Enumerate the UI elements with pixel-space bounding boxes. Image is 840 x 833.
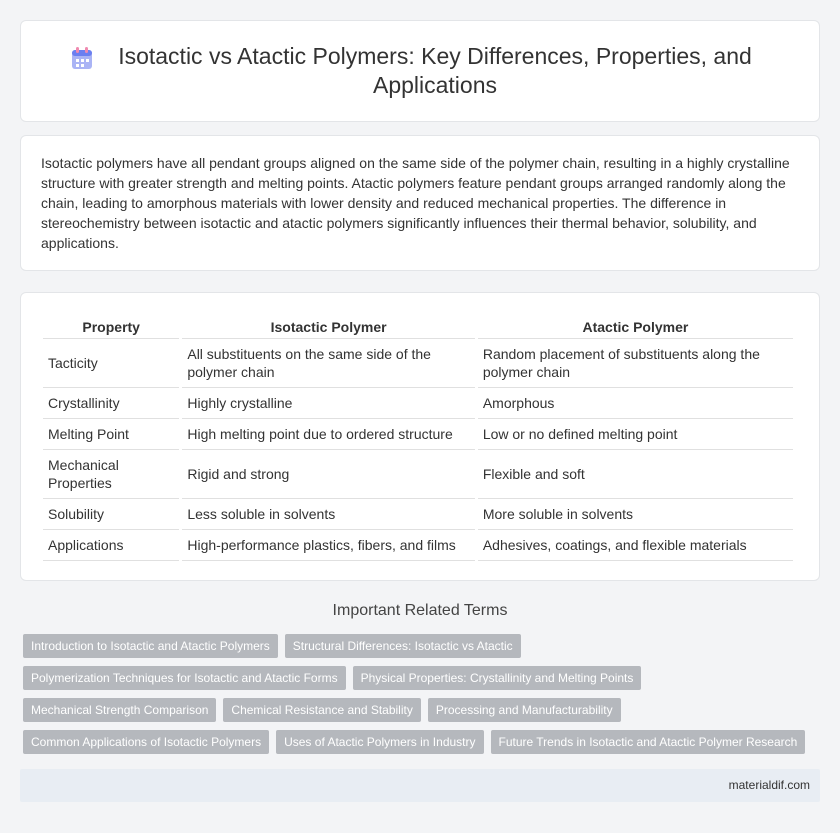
- cell-isotactic: Highly crystalline: [182, 388, 474, 419]
- cell-atactic: Flexible and soft: [478, 450, 793, 499]
- related-term-link[interactable]: Future Trends in Isotactic and Atactic Polymer Research: [491, 730, 806, 754]
- related-terms-list: [23, 634, 823, 762]
- tag-row: [23, 634, 823, 658]
- header-property: Property: [43, 315, 179, 339]
- table-header-row: [43, 315, 793, 339]
- comparison-table: [40, 315, 796, 561]
- intro-paragraph: Isotactic polymers have all pendant groups aligned on the same side of the polymer chain, resulting in a highly crystalline structure with greater strength and melting points. Atactic polymers feature pendant groups arranged randomly along the chain, leading to amorphous materials with lower density and reduced mechanical properties. The difference in stereochemistry between isotactic and atactic polymers significantly influences their thermal behavior, solubility, and applications.: [41, 155, 790, 251]
- cell-atactic: Amorphous: [478, 388, 793, 419]
- footer: [20, 769, 820, 802]
- related-term-link[interactable]: Introduction to Isotactic and Atactic Polymers: [23, 634, 278, 658]
- cell-property: Mechanical Properties: [43, 450, 179, 499]
- table-row: [43, 530, 793, 561]
- related-terms-title: Important Related Terms: [332, 602, 508, 619]
- cell-property: Tacticity: [43, 339, 179, 388]
- table-row: [43, 499, 793, 530]
- header-atactic: Atactic Polymer: [478, 315, 793, 339]
- cell-isotactic: All substituents on the same side of the polymer chain: [182, 339, 474, 388]
- tag-row: [23, 698, 823, 722]
- related-term-link[interactable]: Uses of Atactic Polymers in Industry: [276, 730, 483, 754]
- intro-card: [20, 135, 820, 271]
- cell-atactic: Low or no defined melting point: [478, 419, 793, 450]
- cell-isotactic: Rigid and strong: [182, 450, 474, 499]
- table-row: [43, 388, 793, 419]
- cell-isotactic: Less soluble in solvents: [182, 499, 474, 530]
- tag-row: [23, 730, 823, 754]
- cell-property: Applications: [43, 530, 179, 561]
- cell-isotactic: High melting point due to ordered structure: [182, 419, 474, 450]
- comparison-table-card: [20, 292, 820, 581]
- cell-atactic: Adhesives, coatings, and flexible materials: [478, 530, 793, 561]
- header-card: [20, 20, 820, 122]
- related-term-link[interactable]: Physical Properties: Crystallinity and Melting Points: [353, 666, 642, 690]
- table-row: [43, 450, 793, 499]
- footer-site-name[interactable]: materialdif.com: [728, 778, 810, 792]
- page-title: Isotactic vs Atactic Polymers: Key Differences, Properties, and Applications: [118, 43, 752, 98]
- table-row: [43, 339, 793, 388]
- cell-isotactic: High-performance plastics, fibers, and films: [182, 530, 474, 561]
- header-isotactic: Isotactic Polymer: [182, 315, 474, 339]
- related-term-link[interactable]: Mechanical Strength Comparison: [23, 698, 216, 722]
- cell-property: Crystallinity: [43, 388, 179, 419]
- tag-row: [23, 666, 823, 690]
- related-term-link[interactable]: Chemical Resistance and Stability: [223, 698, 420, 722]
- cell-property: Melting Point: [43, 419, 179, 450]
- related-term-link[interactable]: Processing and Manufacturability: [428, 698, 621, 722]
- cell-atactic: Random placement of substituents along the polymer chain: [478, 339, 793, 388]
- related-term-link[interactable]: Polymerization Techniques for Isotactic and Atactic Forms: [23, 666, 346, 690]
- cell-atactic: More soluble in solvents: [478, 499, 793, 530]
- related-term-link[interactable]: Common Applications of Isotactic Polymers: [23, 730, 269, 754]
- cell-property: Solubility: [43, 499, 179, 530]
- table-row: [43, 419, 793, 450]
- related-term-link[interactable]: Structural Differences: Isotactic vs Atactic: [285, 634, 521, 658]
